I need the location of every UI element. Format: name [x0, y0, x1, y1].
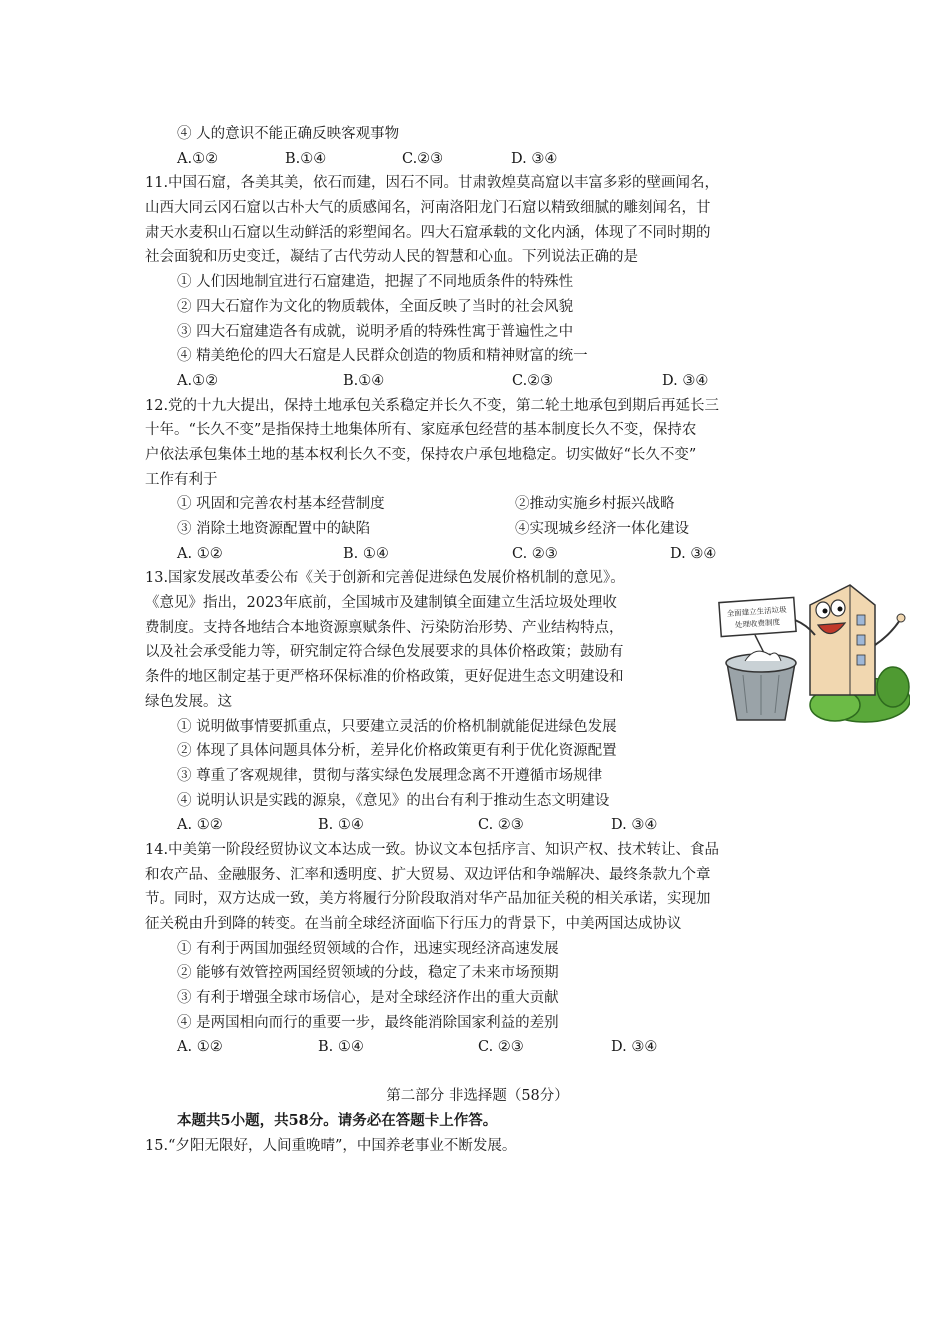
- option-c: C.②③: [402, 150, 444, 167]
- q13-item-4: ④ 说明认识是实践的源泉，《意见》的出台有利于推动生态文明建设: [177, 792, 610, 809]
- option-d: D. ③④: [511, 150, 558, 167]
- q14-item-3: ③ 有利于增强全球市场信心，是对全球经济作出的重大贡献: [177, 990, 559, 1007]
- question-15-stem: 15.“夕阳无限好，人间重晚晴”，中国养老事业不断发展。: [145, 1137, 517, 1154]
- option-b: B.①④: [343, 372, 385, 389]
- option-d: D. ③④: [611, 1039, 658, 1056]
- q14-item-4: ④ 是两国相向而行的重要一步，最终能消除国家利益的差别: [177, 1014, 559, 1031]
- q13-item-1: ① 说明做事情要抓重点，只要建立灵活的价格机制就能促进绿色发展: [177, 718, 617, 735]
- q11-item-2: ② 四大石窟作为文化的物质载体，全面反映了当时的社会风貌: [177, 298, 574, 315]
- q11-item-1: ① 人们因地制宜进行石窟建造，把握了不同地质条件的特殊性: [177, 274, 574, 291]
- option-c: C.②③: [512, 372, 554, 389]
- q13-options: [145, 813, 810, 838]
- question-11: [145, 171, 810, 393]
- option-b: B.①④: [285, 150, 327, 167]
- q10-item-4: ④ 人的意识不能正确反映客观事物: [177, 126, 400, 142]
- option-b: B. ①④: [318, 1039, 364, 1056]
- q13-stem-line: 13.国家发展改革委公布《关于创新和完善促进绿色发展价格机制的意见》。: [145, 570, 625, 587]
- option-d: D. ③④: [611, 817, 658, 834]
- q11-stem-line: 肃天水麦积山石窟以生动鲜活的彩塑闻名。四大石窟承载的文化内涵，体现了不同时期的: [145, 224, 711, 241]
- fee-sign: [719, 597, 815, 655]
- q14-stem-line: 征关税由升到降的转变。在当前全球经济面临下行压力的背景下，中美两国达成协议: [145, 916, 682, 932]
- option-b: B. ①④: [343, 545, 389, 562]
- q11-stem-line: 山西大同云冈石窟以古朴大气的质感闻名，河南洛阳龙门石窟以精致细腻的雕刻闻名，甘: [145, 200, 711, 217]
- q11-item-3: ③ 四大石窟建造各有成就，说明矛盾的特殊性寓于普遍性之中: [177, 323, 574, 340]
- q11-stem-line: 11.中国石窟，各美其美，依石而建，因石不同。甘肃敦煌莫高窟以丰富多彩的壁画闻名，: [145, 175, 720, 192]
- question-13: [145, 566, 810, 838]
- garbage-fee-cartoon: [715, 575, 910, 723]
- option-b: B. ①④: [318, 817, 364, 834]
- option-a: A.①②: [177, 150, 219, 167]
- exam-page: [145, 122, 810, 1158]
- q13-stem-line: 费制度。支持各地结合本地资源禀赋条件、污染防治形势、产业结构特点，: [145, 619, 624, 636]
- q12-stem-line: 户依法承包集体土地的基本权利长久不变，保持农户承包地稳定。切实做好“长久不变”: [145, 446, 697, 463]
- sign-text-line-2: 处理收费制度: [734, 617, 781, 630]
- q13-stem-line: 绿色发展。这: [145, 693, 232, 710]
- q14-item-2: ② 能够有效管控两国经贸领域的分歧，稳定了未来市场预期: [177, 965, 559, 982]
- option-a: A.①②: [177, 372, 219, 389]
- option-d: D. ③④: [670, 545, 717, 562]
- q13-stem-line: 以及社会承受能力等，研究制定符合绿色发展要求的具体价格政策；鼓励有: [145, 644, 624, 661]
- q12-stem-line: 工作有利于: [145, 471, 218, 488]
- q12-item-1: ① 巩固和完善农村基本经营制度: [177, 496, 385, 513]
- q14-stem-line: 和农产品、金融服务、汇率和透明度、扩大贸易、双边评估和争端解决、最终条款九个章: [145, 866, 711, 883]
- q14-item-1: ① 有利于两国加强经贸领域的合作，迅速实现经济高速发展: [177, 940, 559, 957]
- option-c: C. ②③: [512, 545, 558, 562]
- q13-item-3: ③ 尊重了客观规律，贯彻与落实绿色发展理念离不开遵循市场规律: [177, 767, 603, 784]
- q12-items-row: [145, 492, 810, 517]
- q11-stem-line: 社会面貌和历史变迁，凝结了古代劳动人民的智慧和心血。下列说法正确的是: [145, 249, 638, 266]
- q12-item-2: ②推动实施乡村振兴战略: [515, 496, 675, 513]
- q11-item-4: ④ 精美绝伦的四大石窟是人民群众创造的物质和精神财富的统一: [177, 348, 588, 365]
- question-12: [145, 394, 810, 567]
- q12-stem-line: 12.党的十九大提出，保持土地承包关系稳定并长久不变，第二轮土地承包到期后再延长三: [145, 397, 720, 414]
- option-a: A. ①②: [177, 817, 223, 834]
- question-14: [145, 838, 810, 1060]
- option-c: C. ②③: [478, 1039, 524, 1056]
- sign-text-line-1: 全面建立生活垃圾: [726, 604, 787, 619]
- q13-stem-line: 《意见》指出，2023年底前，全国城市及建制镇全面建立生活垃圾处理收: [145, 595, 617, 612]
- q14-options: [145, 1035, 810, 1060]
- q12-stem-line: 十年。“长久不变”是指保持土地集体所有、家庭承包经营的基本制度长久不变，保持农: [145, 422, 697, 439]
- option-c: C. ②③: [478, 817, 524, 834]
- q12-item-4: ④实现城乡经济一体化建设: [515, 521, 689, 537]
- q13-stem-line: 条件的地区制定基于更严格环保标准的价格政策，更好促进生态文明建设和: [145, 669, 624, 686]
- q11-options: [145, 369, 810, 394]
- q12-options: [145, 542, 810, 567]
- option-a: A. ①②: [177, 545, 223, 562]
- q14-stem-line: 14.中美第一阶段经贸协议文本达成一致。协议文本包括序言、知识产权、技术转让、食品: [145, 841, 720, 858]
- option-d: D. ③④: [662, 372, 709, 389]
- q10-options: [145, 147, 810, 172]
- trash-bin-icon: [726, 651, 796, 720]
- part2-instructions: 本题共5小题，共58分。请务必在答题卡上作答。: [177, 1111, 498, 1129]
- option-a: A. ①②: [177, 1039, 223, 1056]
- q13-item-2: ② 体现了具体问题具体分析，差异化价格政策更有利于优化资源配置: [177, 743, 617, 760]
- part2-title: 第二部分 非选择题（58分）: [386, 1088, 569, 1105]
- q12-item-3: ③ 消除土地资源配置中的缺陷: [177, 521, 371, 537]
- q12-items-row: [145, 517, 810, 542]
- q14-stem-line: 节。同时，双方达成一致，美方将履行分阶段取消对华产品加征关税的相关承诺，实现加: [145, 891, 711, 908]
